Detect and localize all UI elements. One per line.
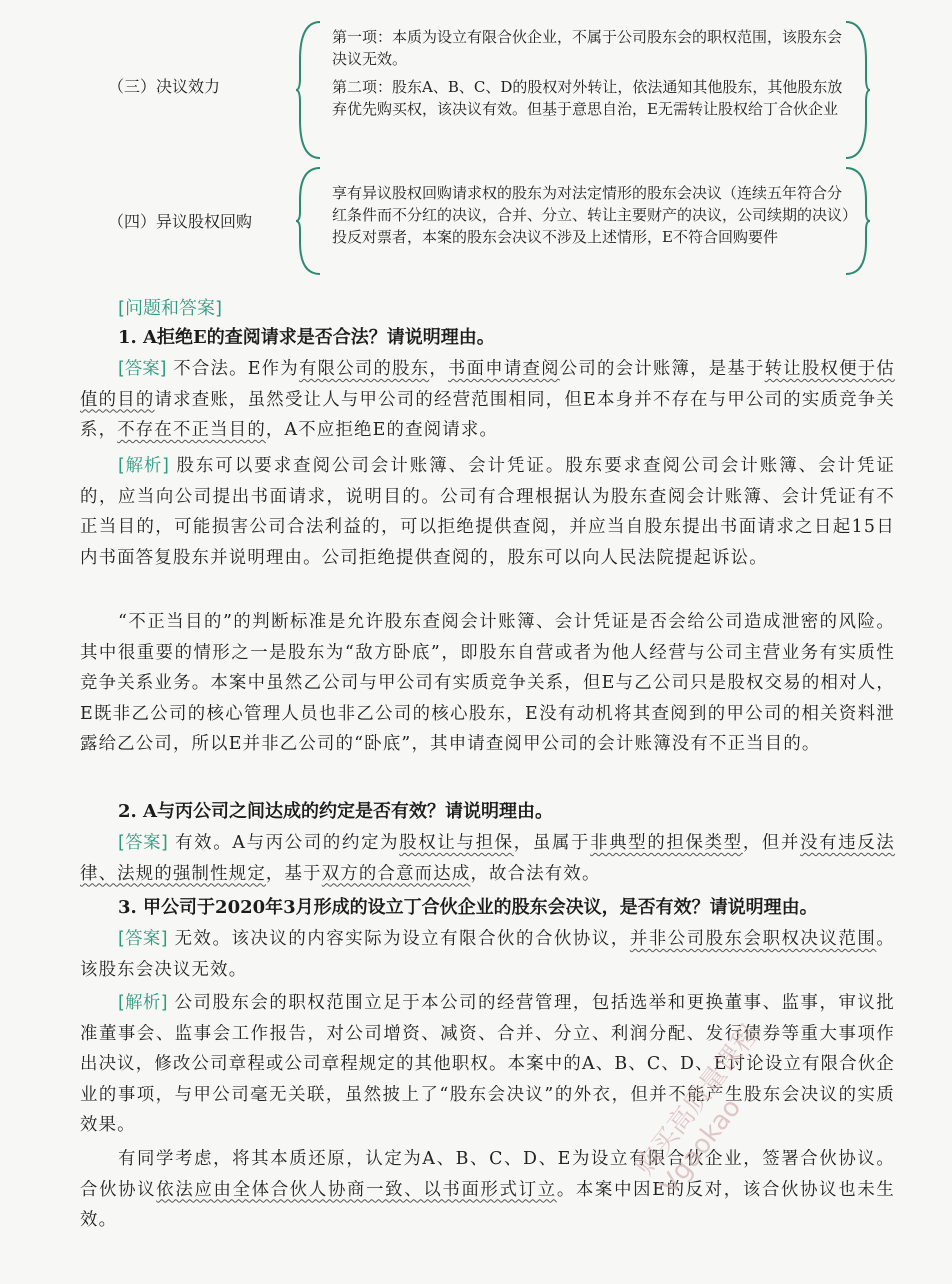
- analysis-tag: [解析]: [118, 456, 169, 476]
- answer-tag: [答案]: [118, 359, 167, 379]
- answer-1-text-c: 公司的会计账簿，是基于: [559, 359, 765, 379]
- analysis-1-text: 股东可以要求查阅公司会计账簿、会计凭证。股东要求查阅公司会计账簿、会计凭证的，应当向公司提出书面请求，说明目的。公司有合理根据认为股东查阅会计账簿、会计凭证有不正当目的，可能损害公司合法利益的，可以拒绝提供查阅，并应当自股东提出书面请求之日起15日内书面答复股东并说明理由。公司拒绝提供查阅的，股东可以向人民法院提起诉讼。: [80, 456, 895, 568]
- answer-2-underline-a: 股权让与担保: [399, 833, 514, 853]
- answer-3-text-a: 无效。该决议的内容实际为设立有限合伙的合伙协议，: [174, 929, 630, 949]
- answer-1-text-e: ，A不应拒绝E的查阅请求。: [265, 420, 499, 441]
- answer-2-text-c: ，但并: [742, 833, 801, 853]
- analysis-3-text: 公司股东会的职权范围立足于本公司的经营管理，包括选举和更换董事、监事，审议批准董事会、监事会工作报告，对公司增资、减资、合并、分立、利润分配、发行债券等重大事项作出决议，修改公司章程或公司章程规定的其他职权。本案中的A、B、C、D、E讨论设立有限合伙企业的事项，与甲公司毫无关联，虽然披上了“股东会决议”的外衣，但并不能产生股东会决议的实质效果。: [80, 993, 895, 1136]
- diagram-item-2-1: 享有异议股权回购请求权的股东为对法定情形的股东会决议（连续五年符合分红条件而不分红的决议，合并、分立、转让主要财产的决议，公司续期的决议）投反对票者，本案的股东会决议不涉及上述情形，E不符合回购要件: [332, 184, 850, 246]
- answer-1-underline-b: 书面申请查阅: [447, 359, 560, 379]
- answer-2-underline-d: 双方的合意而达成: [321, 863, 471, 884]
- diagram-label-1: （三）决议效力: [108, 77, 221, 96]
- question-3: 3. 甲公司于2020年3月形成的设立丁合伙企业的股东会决议，是否有效？请说明理由。: [118, 897, 818, 918]
- answer-1: [80, 354, 895, 446]
- watermark: 购买高质量课程 Vgaokao: [629, 1019, 766, 1201]
- analysis-1: [80, 451, 895, 573]
- diagram-box-1: [332, 26, 852, 126]
- answer-tag: [答案]: [118, 833, 168, 853]
- analysis-1-continued: “不正当目的”的判断标准是允许股东查阅会计账簿、会计凭证是否会给公司造成泄密的风险。其中很重要的情形之一是股东为“敌方卧底”，即股东自营或者为他人经营与公司主营业务有实质性竞争关系业务。本案中虽然乙公司与甲公司有实质竞争关系，但E与乙公司只是股权交易的相对人，E既非乙公司的核心管理人员也非乙公司的核心股东，E没有动机将其查阅到的甲公司的相关资料泄露给乙公司，所以E并非乙公司的“卧底”，其申请查阅甲公司的会计账簿没有不正当目的。: [80, 612, 895, 755]
- answer-1-underline-c: 转让股权便于估值的目的: [80, 359, 895, 410]
- diagram-label-2: （四）异议股权回购: [108, 212, 253, 231]
- answer-2-text-a: 有效。A与丙公司的约定为: [175, 833, 400, 853]
- answer-2-underline-b: 非典型的担保类型: [590, 833, 743, 853]
- answer-3-text-b: 。该股东会决议无效。: [80, 929, 895, 980]
- analysis-3b-underline: 依法应由全体合伙人协商一致、以书面形式订立: [156, 1179, 557, 1200]
- question-2: 2. A与丙公司之间达成的约定是否有效？请说明理由。: [118, 801, 554, 822]
- answer-2-text-b: ，虽属于: [513, 833, 591, 853]
- answer-2-text-e: ，故合法有效。: [470, 863, 601, 884]
- diagram-box-2: [332, 182, 852, 254]
- answer-1-text-a: 不合法。E作为: [173, 359, 299, 379]
- analysis-tag: [解析]: [118, 993, 168, 1013]
- answer-1-text-b: ，: [429, 359, 448, 379]
- diagram-item-1-2: 第二项：股东A、B、C、D的股权对外转让，依法通知其他股东，其他股东放弃优先购买权，该决议有效。但基于意思自治，E无需转让股权给丁合伙企业: [332, 78, 843, 118]
- analysis-3b-text-a: 有同学考虑，将其本质还原，认定为A、B、C、D、E为设立有限合伙企业，签署合伙协议。合伙协议: [80, 1149, 895, 1200]
- answer-1-underline-a: 有限公司的股东: [298, 359, 430, 379]
- question-1: 1. A拒绝E的查阅请求是否合法？请说明理由。: [118, 327, 495, 348]
- answer-1-underline-d: 不存在不正当目的: [117, 420, 266, 441]
- answer-3-underline-a: 并非公司股东会职权决议范围: [629, 929, 877, 949]
- answer-2-text-d: ，基于: [265, 863, 322, 884]
- answer-2-underline-c: 没有违反法律、法规的强制性规定: [80, 833, 896, 884]
- analysis-3b-text-b: 。本案中因E的反对，该合伙协议也未生效。: [80, 1179, 895, 1231]
- answer-tag: [答案]: [118, 929, 168, 949]
- answer-2: [80, 828, 895, 889]
- answer-1-text-d: 请求查账，虽然受让人与甲公司的经营范围相同，但E本身并不存在与甲公司的实质竞争关系，: [80, 389, 895, 441]
- diagram-item-1-1: 第一项：本质为设立有限合伙企业，不属于公司股东会的职权范围，该股东会决议无效。: [332, 28, 843, 68]
- section-title: [问题和答案]: [118, 298, 223, 319]
